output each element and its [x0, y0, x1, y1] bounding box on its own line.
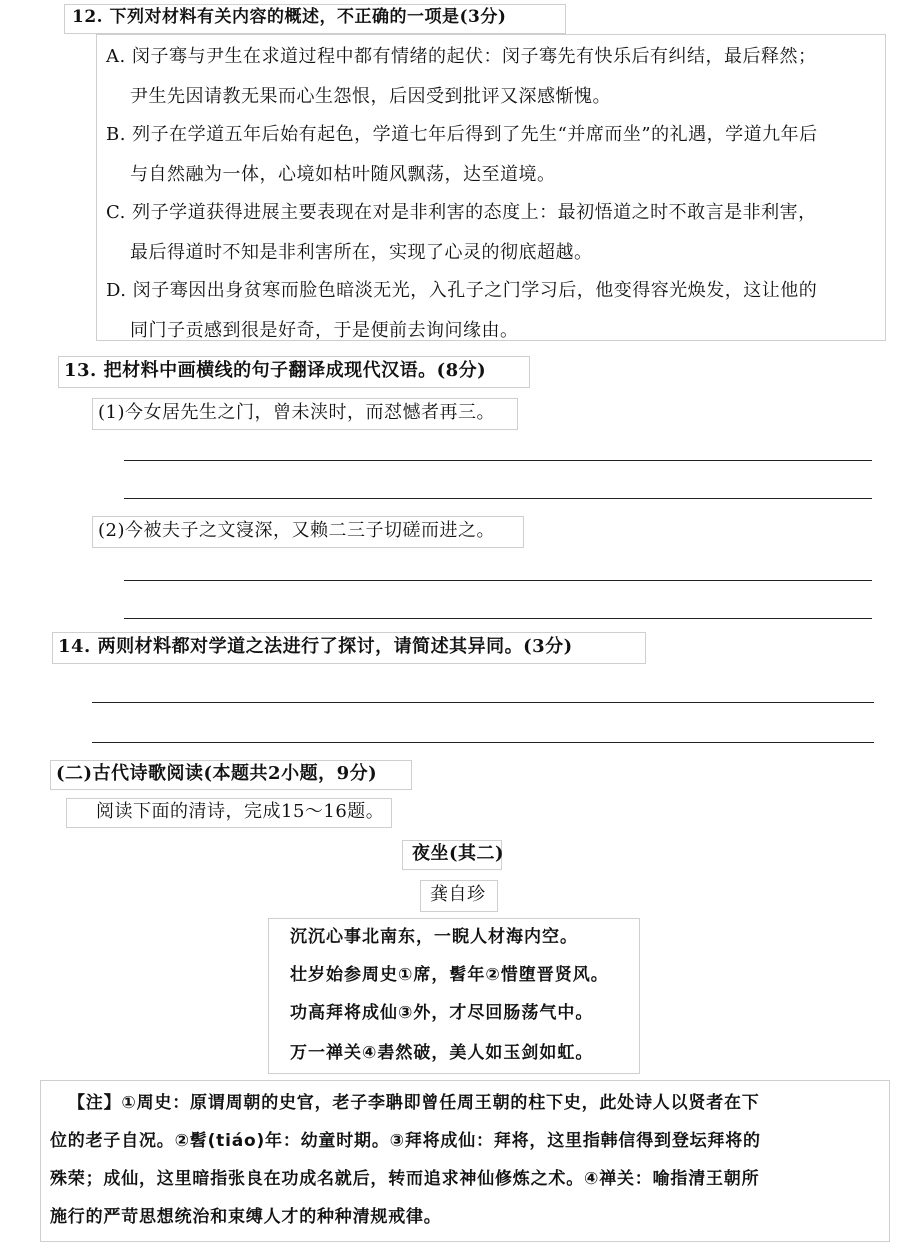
q13-sentence-1: (1)今女居先生之门，曾未浃时，而怼憾者再三。 [98, 402, 495, 423]
answer-line-14a[interactable] [92, 702, 874, 703]
q12-option-c-line2: 最后得道时不知是非利害所在，实现了心灵的彻底超越。 [130, 242, 593, 263]
answer-line-13-1b[interactable] [124, 498, 872, 499]
poem-line-2: 壮岁始参周史①席，髫年②惜堕晋贤风。 [290, 965, 609, 985]
note-line-2: 位的老子自况。②髫(tiáo)年：幼童时期。③拜将成仙：拜将，这里指韩信得到登坛拜将的 [50, 1131, 761, 1151]
q13-stem: 13. 把材料中画横线的句子翻译成现代汉语。(8分) [64, 360, 487, 381]
q12-option-a-line2: 尹生先因请教无果而心生怨恨，后因受到批评又深感惭愧。 [130, 86, 611, 107]
answer-line-13-2a[interactable] [124, 580, 872, 581]
note-line-1: 【注】①周史：原谓周朝的史官，老子李聃即曾任周王朝的柱下史，此处诗人以贤者在下 [68, 1093, 760, 1113]
q14-stem: 14. 两则材料都对学道之法进行了探讨，请简述其异同。(3分) [58, 636, 573, 657]
section2-heading: (二)古代诗歌阅读(本题共2小题，9分) [56, 763, 378, 784]
q12-option-c-line1: C. 列子学道获得进展主要表现在对是非利害的态度上：最初悟道之时不敢言是非利害， [106, 202, 817, 223]
answer-line-13-2b[interactable] [124, 618, 872, 619]
note-line-3: 殊荣；成仙，这里暗指张良在功成名就后，转而追求神仙修炼之术。④禅关：喻指清王朝所 [50, 1169, 760, 1189]
poem-line-1: 沉沉心事北南东，一睨人材海内空。 [290, 927, 578, 947]
q12-option-b-line1: B. 列子在学道五年后始有起色，学道七年后得到了先生“并席而坐”的礼遇，学道九年后 [106, 124, 818, 145]
q13-sentence-2: (2)今被夫子之文寖深，又赖二三子切磋而进之。 [98, 520, 495, 541]
section2-instruction: 阅读下面的清诗，完成15～16题。 [96, 801, 385, 822]
note-line-4: 施行的严苛思想统治和束缚人才的种种清规戒律。 [50, 1207, 442, 1227]
answer-line-14b[interactable] [92, 742, 874, 743]
q12-option-b-line2: 与自然融为一体，心境如枯叶随风飘荡，达至道境。 [130, 164, 556, 185]
q12-stem: 12. 下列对材料有关内容的概述，不正确的一项是(3分) [72, 7, 507, 27]
answer-line-13-1a[interactable] [124, 460, 872, 461]
q12-option-a-line1: A. 闵子骞与尹生在求道过程中都有情绪的起伏：闵子骞先有快乐后有纠结，最后释然； [106, 46, 817, 67]
poem-line-4: 万一禅关④砉然破，美人如玉剑如虹。 [290, 1043, 594, 1063]
poem-author: 龚自珍 [430, 884, 486, 905]
q12-option-d-line1: D. 闵子骞因出身贫寒而脸色暗淡无光，入孔子之门学习后，他变得容光焕发，这让他的 [106, 280, 818, 301]
poem-line-3: 功高拜将成仙③外，才尽回肠荡气中。 [290, 1003, 594, 1023]
q12-option-d-line2: 同门子贡感到很是好奇，于是便前去询问缘由。 [130, 320, 519, 341]
poem-title: 夜坐(其二) [412, 843, 505, 864]
